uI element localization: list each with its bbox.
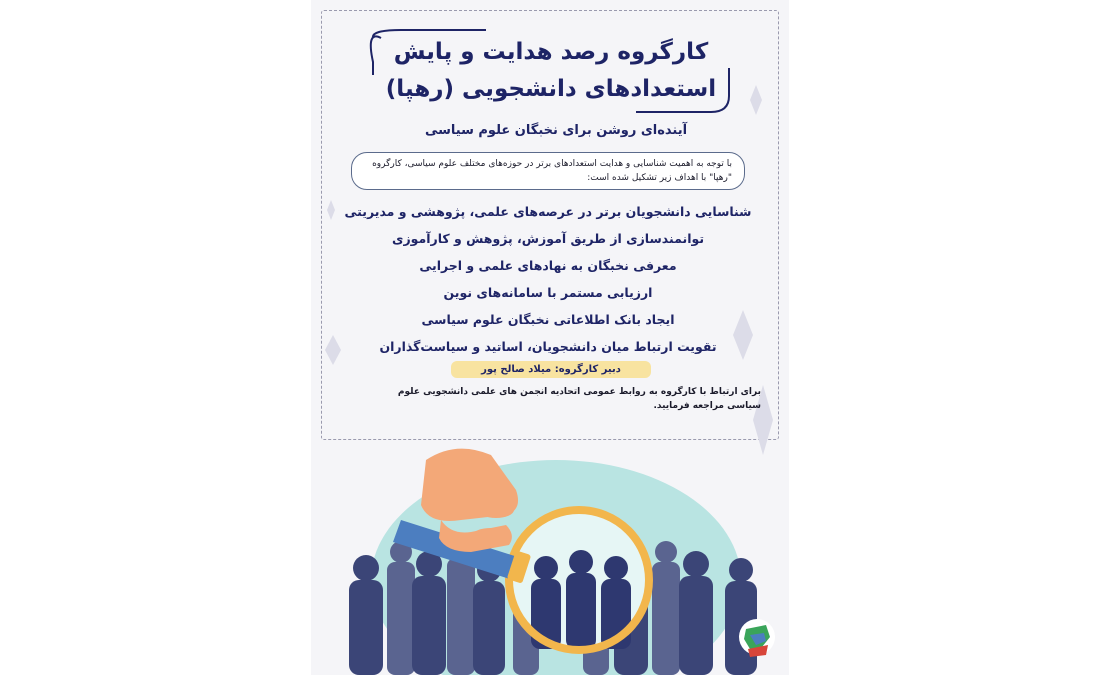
goal-item: تقویت ارتباط میان دانشجویان، اساتید و سیاست‌گذاران	[379, 339, 717, 354]
sparkle-star-icon	[325, 335, 341, 365]
magnifier-crowd-illustration	[311, 440, 789, 675]
goal-item: شناسایی دانشجویان برتر در عرصه‌های علمی، پژوهشی و مدیریتی	[344, 204, 752, 219]
title-line-1: کارگروه رصد هدایت و پایش	[393, 39, 709, 65]
org-logo-icon	[736, 615, 778, 663]
goals-list	[341, 198, 755, 360]
poster	[311, 0, 789, 675]
lens-crowd	[531, 550, 631, 649]
poster-title	[351, 34, 751, 108]
title-line-2: استعدادهای دانشجویی (رهپا)	[385, 76, 717, 102]
goal-item: ایجاد بانک اطلاعاتی نخبگان علوم سیاسی	[421, 312, 675, 327]
intro-text: با توجه به اهمیت شناسایی و هدایت استعدادهای برتر در حوزه‌های مختلف علوم سیاسی، کارگروه "رهپا" با اهداف زیر تشکیل شده است:	[351, 152, 745, 190]
goal-item: توانمندسازی از طریق آموزش، پژوهش و کارآموزی	[391, 231, 705, 246]
goal-item: معرفی نخبگان به نهادهای علمی و اجرایی	[419, 258, 677, 273]
secretary-label: دبیر کارگروه: میلاد صالح پور	[451, 361, 651, 378]
sparkle-star-icon	[750, 85, 762, 115]
contact-text: برای ارتباط با کارگروه به روابط عمومی اتحادیه انجمن های علمی دانشجویی علوم سیاسی مراجعه فرمایید.	[397, 387, 761, 411]
poster-subtitle: آینده‌ای روشن برای نخبگان علوم سیاسی	[424, 123, 688, 138]
sparkle-star-icon	[327, 200, 335, 220]
goal-item: ارزیابی مستمر با سامانه‌های نوین	[443, 285, 653, 300]
